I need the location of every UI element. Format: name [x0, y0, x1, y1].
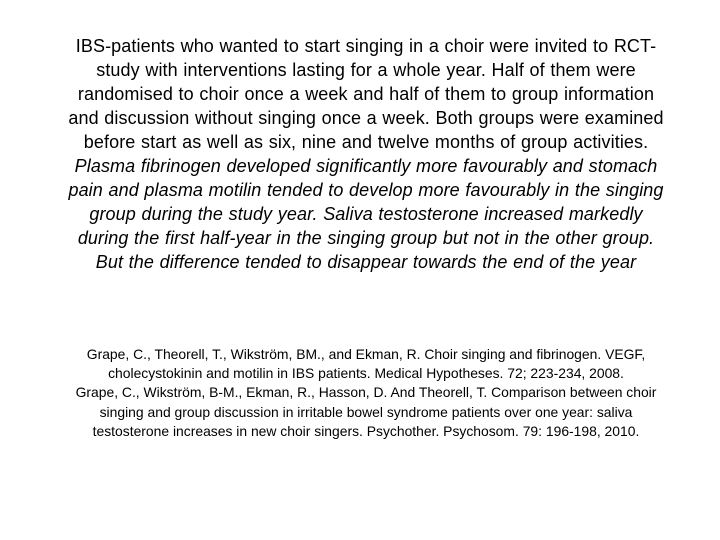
study-summary [66, 34, 666, 274]
reference-item: Grape, C., Theorell, T., Wikström, BM., and Ekman, R. Choir singing and fibrinogen. VEGF, cholecystokinin and motilin in IBS patients. Medical Hypotheses. 72; 223-234, 2008. [86, 346, 646, 382]
study-description-paragraph: IBS-patients who wanted to start singing in a choir were invited to RCT-study with interventions lasting for a whole year. Half of them were randomised to choir once a week and half of them to group information and discussion without singing once a week. Both groups were examined before start as well as six, nine and twelve months of group activities. [68, 36, 664, 152]
references-list [60, 345, 672, 441]
reference-item: Grape, C., Wikström, B-M., Ekman, R., Hasson, D. And Theorell, T. Comparison between choir singing and group discussion in irritable bowel syndrome patients over one year: saliva testosterone increases in new choir singers. Psychother. Psychosom. 79: 196-198, 2010. [75, 384, 657, 439]
study-findings-paragraph: Plasma fibrinogen developed significantly more favourably and stomach pain and plasma motilin tended to develop more favourably in the singing group during the study year. Saliva testosterone increased markedly during the first half-year in the singing group but not in the other group. But the difference tended to disappear towards the end of the year [68, 156, 664, 272]
